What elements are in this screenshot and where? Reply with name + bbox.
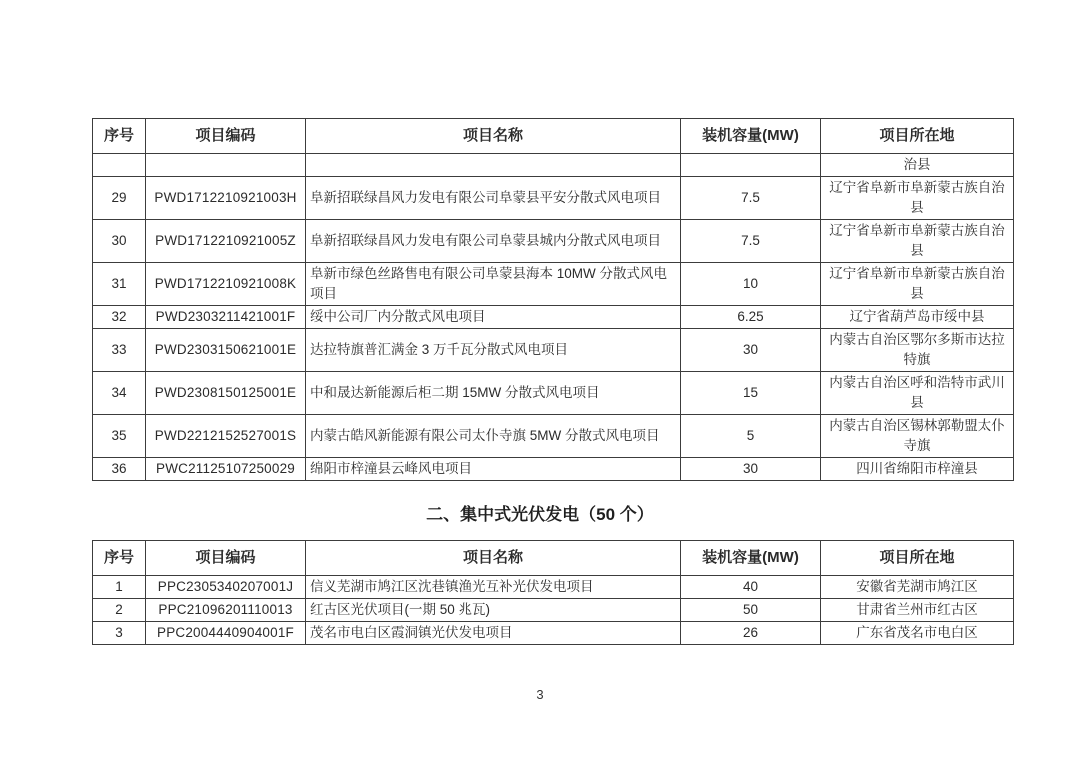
table-row xyxy=(93,599,1014,622)
cell-location: 辽宁省葫芦岛市绥中县 xyxy=(821,306,1014,329)
cell-code: PWD1712210921008K xyxy=(146,263,306,306)
col-header-location: 项目所在地 xyxy=(821,119,1014,154)
col-header-capacity: 装机容量(MW) xyxy=(681,541,821,576)
cell-name: 红古区光伏项目(一期 50 兆瓦) xyxy=(306,599,681,622)
col-header-capacity: 装机容量(MW) xyxy=(681,119,821,154)
cell-no xyxy=(93,154,146,177)
page-number: 3 xyxy=(536,687,544,702)
cell-capacity: 5 xyxy=(681,415,821,458)
cell-no: 32 xyxy=(93,306,146,329)
cell-location: 辽宁省阜新市阜新蒙古族自治县 xyxy=(821,263,1014,306)
table-row xyxy=(93,177,1014,220)
cell-name: 阜新市绿色丝路售电有限公司阜蒙县海本 10MW 分散式风电项目 xyxy=(306,263,681,306)
document-page xyxy=(92,0,1005,702)
cell-capacity: 30 xyxy=(681,329,821,372)
cell-name: 绵阳市梓潼县云峰风电项目 xyxy=(306,458,681,481)
cell-location: 四川省绵阳市梓潼县 xyxy=(821,458,1014,481)
table-row xyxy=(93,458,1014,481)
cell-no: 35 xyxy=(93,415,146,458)
col-header-no: 序号 xyxy=(93,541,146,576)
pv-projects-table xyxy=(92,540,1014,645)
cell-code: PPC2004440904001F xyxy=(146,622,306,645)
cell-capacity: 7.5 xyxy=(681,177,821,220)
cell-code xyxy=(146,154,306,177)
cell-location: 内蒙古自治区呼和浩特市武川县 xyxy=(821,372,1014,415)
cell-capacity: 10 xyxy=(681,263,821,306)
cell-capacity: 50 xyxy=(681,599,821,622)
cell-capacity: 15 xyxy=(681,372,821,415)
cell-code: PWD2308150125001E xyxy=(146,372,306,415)
cell-no: 34 xyxy=(93,372,146,415)
cell-code: PWD2212152527001S xyxy=(146,415,306,458)
cell-name: 中和晟达新能源后柜二期 15MW 分散式风电项目 xyxy=(306,372,681,415)
cell-capacity xyxy=(681,154,821,177)
col-header-no: 序号 xyxy=(93,119,146,154)
cell-no: 3 xyxy=(93,622,146,645)
cell-location: 安徽省芜湖市鸠江区 xyxy=(821,576,1014,599)
col-header-name: 项目名称 xyxy=(306,119,681,154)
col-header-location: 项目所在地 xyxy=(821,541,1014,576)
cell-capacity: 26 xyxy=(681,622,821,645)
cell-no: 31 xyxy=(93,263,146,306)
table-row xyxy=(93,306,1014,329)
table-row xyxy=(93,329,1014,372)
wind-projects-table xyxy=(92,118,1014,481)
table-row xyxy=(93,372,1014,415)
table-row xyxy=(93,622,1014,645)
pv-table-header-row xyxy=(93,541,1014,576)
cell-location: 辽宁省阜新市阜新蒙古族自治县 xyxy=(821,220,1014,263)
cell-no: 33 xyxy=(93,329,146,372)
cell-code: PPC21096201110013 xyxy=(146,599,306,622)
cell-location: 广东省茂名市电白区 xyxy=(821,622,1014,645)
cell-location: 治县 xyxy=(821,154,1014,177)
cell-name: 绥中公司厂内分散式风电项目 xyxy=(306,306,681,329)
col-header-name: 项目名称 xyxy=(306,541,681,576)
cell-name: 阜新招联绿昌风力发电有限公司阜蒙县平安分散式风电项目 xyxy=(306,177,681,220)
table-row xyxy=(93,220,1014,263)
cell-capacity: 6.25 xyxy=(681,306,821,329)
cell-name xyxy=(306,154,681,177)
cell-code: PWD1712210921003H xyxy=(146,177,306,220)
cell-no: 29 xyxy=(93,177,146,220)
section-heading-centralized-pv: 二、集中式光伏发电（50 个） xyxy=(426,505,654,524)
table-row-continuation xyxy=(93,154,1014,177)
cell-no: 1 xyxy=(93,576,146,599)
cell-location: 辽宁省阜新市阜新蒙古族自治县 xyxy=(821,177,1014,220)
cell-no: 36 xyxy=(93,458,146,481)
cell-capacity: 30 xyxy=(681,458,821,481)
cell-code: PWD1712210921005Z xyxy=(146,220,306,263)
wind-table-header-row xyxy=(93,119,1014,154)
cell-capacity: 7.5 xyxy=(681,220,821,263)
col-header-code: 项目编码 xyxy=(146,541,306,576)
cell-no: 2 xyxy=(93,599,146,622)
cell-location: 内蒙古自治区锡林郭勒盟太仆寺旗 xyxy=(821,415,1014,458)
cell-name: 内蒙古皓风新能源有限公司太仆寺旗 5MW 分散式风电项目 xyxy=(306,415,681,458)
cell-name: 信义芜湖市鸠江区沈巷镇渔光互补光伏发电项目 xyxy=(306,576,681,599)
cell-location: 内蒙古自治区鄂尔多斯市达拉特旗 xyxy=(821,329,1014,372)
cell-code: PWC21125107250029 xyxy=(146,458,306,481)
table-row xyxy=(93,263,1014,306)
cell-code: PWD2303150621001E xyxy=(146,329,306,372)
table-row xyxy=(93,576,1014,599)
cell-code: PWD2303211421001F xyxy=(146,306,306,329)
cell-name: 茂名市电白区霞洞镇光伏发电项目 xyxy=(306,622,681,645)
cell-name: 达拉特旗普汇满金 3 万千瓦分散式风电项目 xyxy=(306,329,681,372)
cell-capacity: 40 xyxy=(681,576,821,599)
table-row xyxy=(93,415,1014,458)
col-header-code: 项目编码 xyxy=(146,119,306,154)
cell-no: 30 xyxy=(93,220,146,263)
cell-name: 阜新招联绿昌风力发电有限公司阜蒙县城内分散式风电项目 xyxy=(306,220,681,263)
cell-location: 甘肃省兰州市红古区 xyxy=(821,599,1014,622)
cell-code: PPC2305340207001J xyxy=(146,576,306,599)
